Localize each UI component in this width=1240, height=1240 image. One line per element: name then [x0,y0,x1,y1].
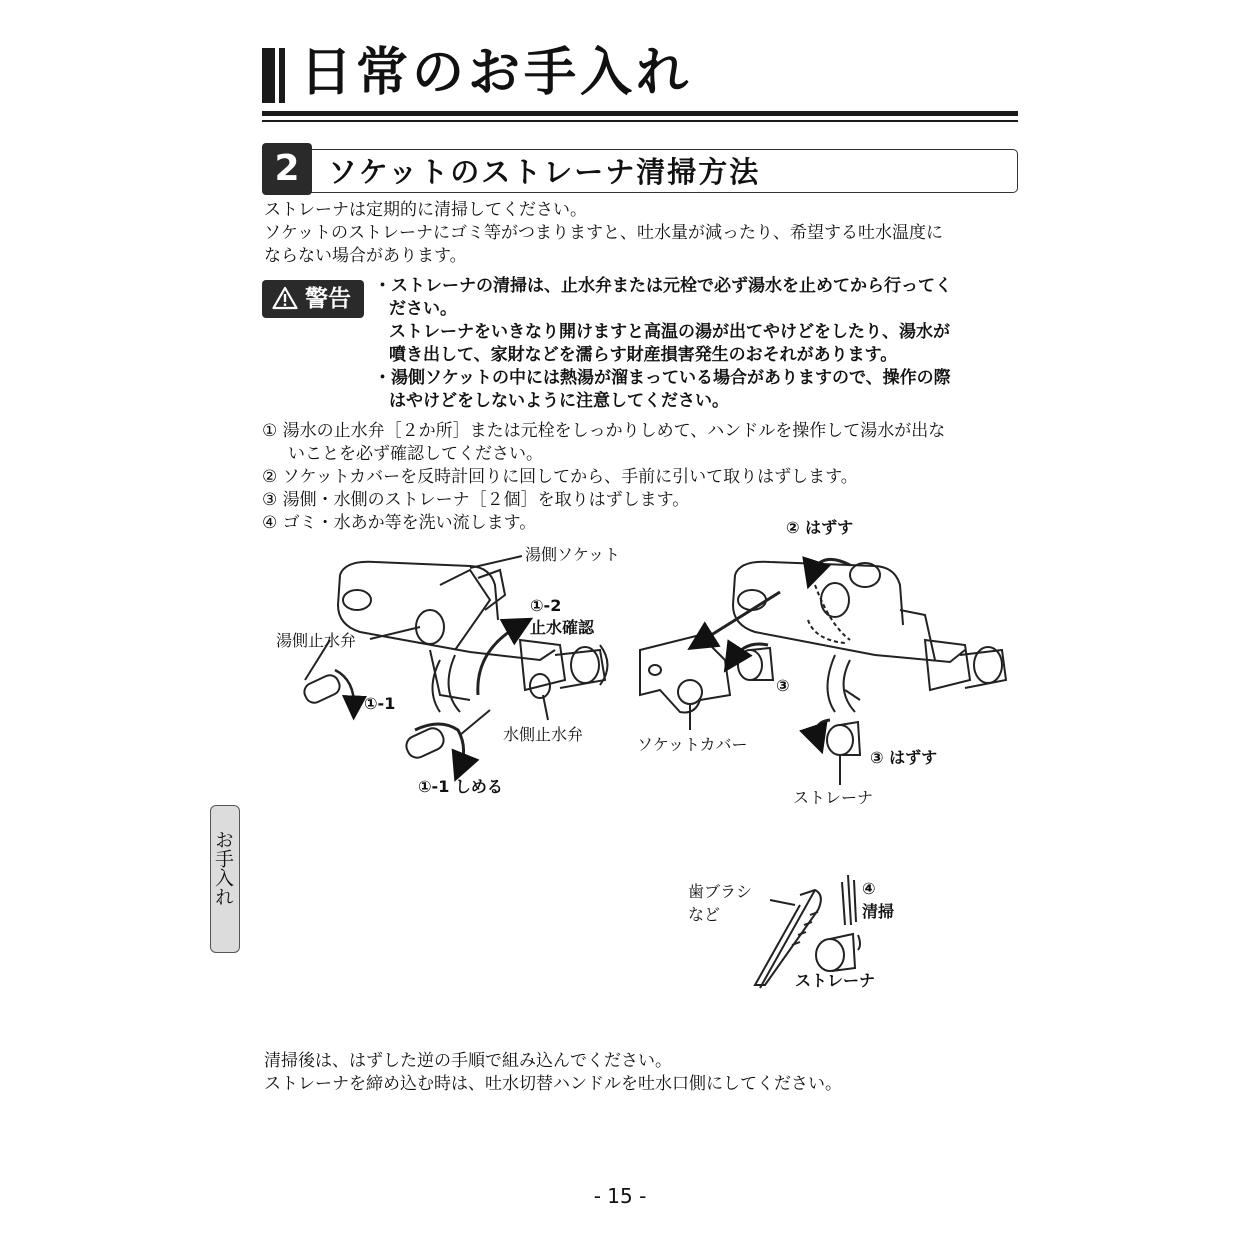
side-tab-label: お手入れ [212,830,234,906]
section-number: 2 [262,143,312,195]
label-close: ①-1 しめる [418,777,503,796]
label-socket-cover: ソケットカバー [637,735,748,754]
label-hot-valve: 湯側止水弁 [276,631,357,650]
label-clean: 清掃 [862,902,895,921]
strainer-drawing [816,875,860,971]
label-confirm: 止水確認 [530,618,595,637]
side-tab [210,805,240,953]
label-brush-2: など [688,905,721,924]
label-step-1-2: ①-2 [530,596,562,615]
label-four: ④ [862,879,876,898]
label-cold-valve: 水側止水弁 [503,725,584,744]
outro-line-2: ストレーナを締め込む時は、吐水切替ハンドルを吐水口側にしてください。 [264,1074,842,1094]
warning-label: 警告 [305,286,351,312]
step-2: ② ソケットカバーを反時計回りに回してから、手前に引いて取りはずします。 [262,467,858,487]
warning-line-4: 噴き出して、家財などを濡らす財産損害発生のおそれがあります。 [389,345,898,365]
intro-line-2: ソケットのストレーナにゴミ等がつまりますと、吐水量が減ったり、希望する吐水温度に [264,223,943,243]
section-title: ソケットのストレーナ清掃方法 [328,155,761,189]
label-three: ③ [776,676,790,695]
label-step-1-1: ①-1 [364,694,396,713]
warning-line-2: ださい。 [389,299,457,319]
page-title: 日常のお手入れ [300,43,693,103]
label-remove-bottom: ③ はずす [870,748,938,767]
label-hot-socket: 湯側ソケット [525,545,621,564]
label-strainer-bottom: ストレーナ [795,971,876,990]
intro-line-3: ならない場合があります。 [264,246,467,266]
warning-line-5: ・湯側ソケットの中には熱湯が溜まっている場合がありますので、操作の際 [374,368,951,388]
intro-line-1: ストレーナは定期的に清掃してください。 [264,200,587,220]
outro-line-1: 清掃後は、はずした逆の手順で組み込んでください。 [264,1051,672,1071]
label-brush-1: 歯ブラシ [688,882,753,901]
label-remove-top: ② はずす [786,518,854,537]
step-3: ③ 湯側・水側のストレーナ［２個］を取りはずします。 [262,490,690,510]
label-strainer-right: ストレーナ [793,788,874,807]
step-1: ① 湯水の止水弁［２か所］または元栓をしっかりしめて、ハンドルを操作して湯水が出な [262,421,946,441]
warning-line-3: ストレーナをいきなり開けますと高温の湯が出てやけどをしたり、湯水が [389,322,950,342]
warning-line-1: ・ストレーナの清掃は、止水弁または元栓で必ず湯水を止めてから行ってく [374,276,952,296]
warning-line-6: はやけどをしないように注意してください。 [389,391,729,411]
step-1-cont: いことを必ず確認してください。 [288,444,543,464]
step-4: ④ ゴミ・水あか等を洗い流します。 [262,513,537,533]
page-number: - 15 - [593,1184,647,1208]
